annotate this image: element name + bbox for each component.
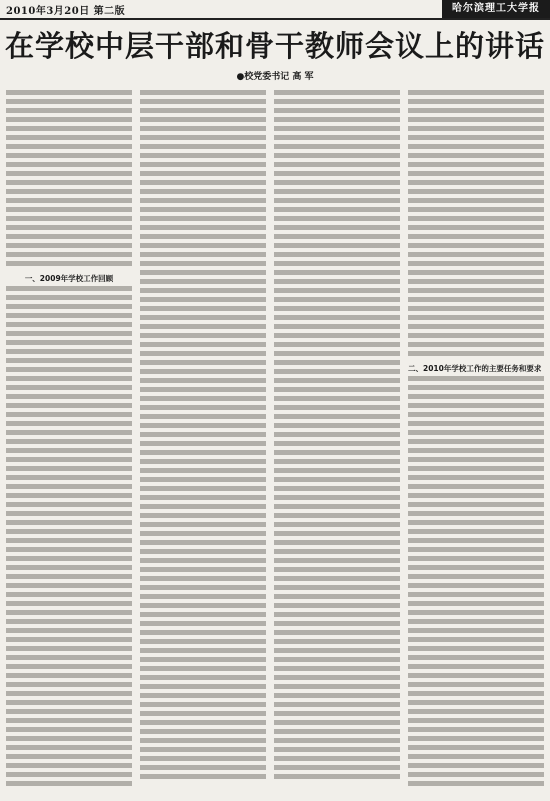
text-column-1 — [6, 90, 132, 790]
article-byline: ●校党委书记 高 军 — [236, 72, 314, 82]
newspaper-name: 哈尔滨理工大学报 — [442, 0, 550, 18]
body-text — [408, 90, 544, 360]
body-text — [6, 90, 132, 270]
body-text — [6, 286, 132, 790]
body-text — [408, 376, 544, 786]
issue-date: 2010年3月20日 第二版 — [6, 5, 126, 17]
body-text — [140, 90, 266, 780]
text-column-4 — [408, 90, 544, 790]
text-column-2 — [140, 90, 266, 790]
section-heading: 二、2010年学校工作的主要任务和要求 — [408, 364, 542, 373]
text-column-3 — [274, 90, 400, 790]
article-headline: 在学校中层干部和骨干教师会议上的讲话 — [4, 29, 545, 63]
section-heading: 一、2009年学校工作回顾 — [24, 274, 114, 283]
masthead — [0, 0, 550, 20]
body-text — [274, 90, 400, 780]
